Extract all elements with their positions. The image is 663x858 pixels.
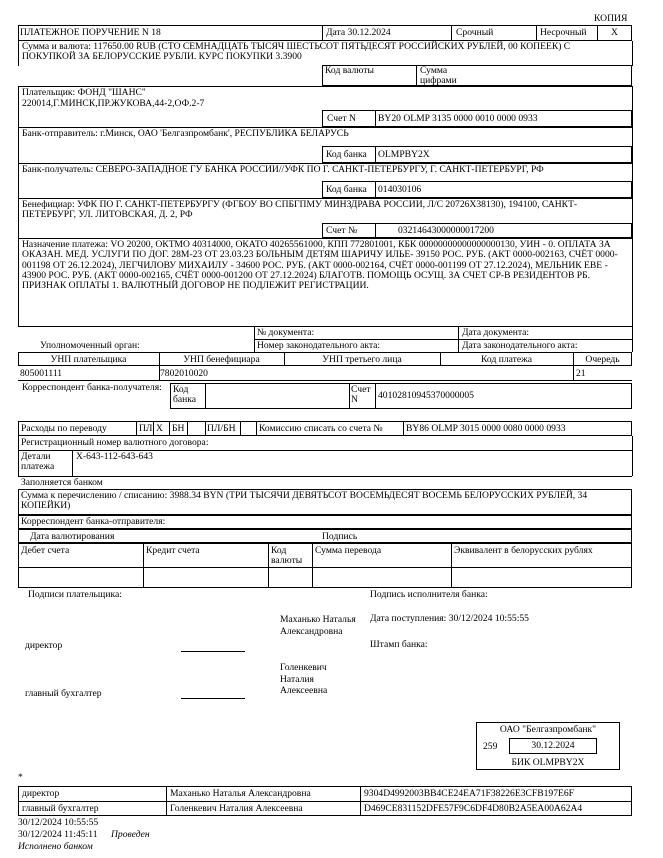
transfer-amount-header: Сумма перевода: [315, 545, 382, 556]
fees-label: Расходы по переводу: [21, 423, 107, 434]
accountant-signature-line: [181, 698, 245, 699]
details-label: Детали платежа: [21, 451, 55, 473]
value-date-label: Дата валютирования: [30, 531, 115, 542]
receiver-bank: Банк-получатель: СЕВЕРО-ЗАПАДНОЕ ГУ БАНКА РОССИИ//УФК ПО Г. САНКТ-ПЕТЕРБУРГУ, Г. САНКТ-ПЕТЕРБУРГ, РФ: [22, 164, 544, 175]
footer-time-1: 30/12/2024 10:55:55: [18, 817, 99, 828]
copy-label: КОПИЯ: [594, 13, 628, 24]
asterisk: *: [18, 772, 23, 783]
fees-pl: ПЛ: [139, 423, 153, 434]
legal-act-date-label: Дата законодательного акта:: [462, 340, 578, 351]
ecp-name-1: Маханько Наталья Александровна: [170, 788, 311, 799]
signature-label: Подпись: [322, 531, 358, 542]
currency-code-label: Код валюты: [325, 65, 374, 76]
accountant-role: главный бухгалтер: [25, 688, 102, 699]
beneficiary-account: 03214643000000017200: [398, 225, 494, 236]
stamp-date: 30.12.2024: [531, 740, 575, 751]
sender-bank-code-label: Код банка: [326, 149, 367, 160]
non-urgent-label: Несрочный: [540, 27, 587, 38]
unp-header-third-party: УНП третьего лица: [322, 354, 402, 365]
unp-payer: 805001111: [20, 368, 63, 379]
received-date: Дата поступления: 30/12/2024 10:55:55: [370, 613, 529, 624]
fees-bn: БН: [172, 423, 185, 434]
ecp-role-1: директор: [22, 788, 60, 799]
reg-contract-label: Регистрационный номер валютного договора:: [21, 437, 209, 448]
beneficiary-text: Бенефициар: УФК ПО Г. САНКТ-ПЕТЕРБУРГУ (ФГБОУ ВО СПБГПМУ МИНЗДРАВА РОССИИ, Л/С 20726X38130), 194100, САНКТ-ПЕТЕРБУРГ, УЛ. ЛИТОВСКАЯ, Д. 2, РФ: [22, 199, 578, 221]
debit-amount: Сумма к перечислению / списанию: 3988.34 BYN (ТРИ ТЫСЯЧИ ДЕВЯТЬСОТ ВОСЕМЬДЕСЯТ ВОСЕМЬ БЕЛОРУССКИХ РУБЛЕЙ, 34 КОПЕЙКИ): [21, 490, 588, 512]
amount-text: Сумма и валюта: 117650.00 RUB (СТО СЕМНАДЦАТЬ ТЫСЯЧ ШЕСТЬСОТ ПЯТЬДЕСЯТ РОССИЙСКИХ РУБЛЕЙ, 00 КОПЕЕК) С ПОКУПКОЙ ЗА БЕЛОРУССКИЕ РУБЛИ. КУРС ПОКУПКИ 3.3900: [22, 41, 571, 63]
ecp-role-2: главный бухгалтер: [22, 803, 99, 814]
byn-equivalent-header: Эквивалент в белорусских рублях: [454, 545, 593, 556]
unp-header-payer: УНП плательщика: [50, 354, 127, 365]
payer-name: Плательщик: ФОНД "ШАНС": [22, 87, 146, 98]
doc-date-label: Дата документа:: [462, 327, 530, 338]
commission-account: BY86 OLMP 3015 0000 0080 0000 0933: [406, 423, 566, 434]
bank-signature-label: Подпись исполнителя банка:: [370, 589, 488, 600]
credit-account-header: Кредит счета: [146, 545, 200, 556]
filled-by-bank: Заполняется банком: [21, 477, 103, 488]
unp-header-payment-code: Код платежа: [481, 354, 532, 365]
document-date: Дата 30.12.2024: [326, 27, 391, 38]
ecp-hash-2: D469CE831152DFE57F9C6DF4D80B2A5EA00A62A4: [364, 803, 583, 814]
stamp-label: Штамп банка:: [370, 639, 428, 650]
stamp-code: 259: [483, 741, 498, 752]
correspondent-code-label: Код банка: [173, 384, 197, 406]
payer-account-label: Счет N: [327, 113, 356, 124]
urgent-label: Срочный: [456, 27, 494, 38]
payer-account: BY20 OLMP 3135 0000 0010 0000 0933: [378, 113, 538, 124]
unp-header-beneficiary: УНП бенефициара: [183, 354, 260, 365]
receiver-bank-code-label: Код банка: [326, 184, 367, 195]
receiver-bank-code: 014030106: [378, 184, 422, 195]
ecp-hash-1: 9304D4992003BB4CE24EA71F38226E3CFB197E6F: [364, 788, 575, 799]
legal-act-number-label: Номер законодательного акта:: [257, 340, 381, 351]
beneficiary-account-label: Счет №: [326, 225, 358, 236]
accountant-name: Голенкевич Наталия Алексеевна: [280, 662, 328, 696]
details-value: X-643-112-643-643: [76, 451, 153, 462]
sum-digits-label: Сумма цифрами: [420, 65, 457, 87]
unp-header-queue: Очередь: [585, 354, 620, 365]
payer-address: 220014,Г.МИНСК,ПР.ЖУКОВА,44-2,ОФ.2-7: [22, 98, 205, 109]
correspondent-account-label: Счет N: [351, 384, 371, 406]
queue-value: 21: [576, 368, 586, 379]
ecp-name-2: Голенкевич Наталия Алексеевна: [170, 803, 303, 814]
payer-signatures-label: Подписи плательщика:: [28, 589, 122, 600]
director-signature-line: [181, 651, 245, 652]
doc-number-label: № документа:: [257, 327, 315, 338]
authority-label: Уполномоченный орган:: [40, 340, 140, 351]
unp-beneficiary: 7802010020: [160, 368, 208, 379]
executed-status: Исполнено банком: [18, 841, 93, 852]
director-role: директор: [25, 640, 63, 651]
commission-label: Комиссию списать со счета №: [259, 423, 383, 434]
debit-account-header: Дебет счета: [21, 545, 70, 556]
sender-correspondent-label: Корреспондент банка-отправителя:: [21, 516, 166, 527]
stamp-bik: БИК OLMPBY2X: [511, 757, 585, 768]
document-title: ПЛАТЕЖНОЕ ПОРУЧЕНИЕ N 18: [20, 27, 161, 38]
director-name: Маханько Наталья Александровна: [280, 614, 356, 637]
correspondent-label: Корреспондент банка-получателя:: [22, 382, 162, 393]
currency-code-header: Код валюты: [271, 545, 303, 567]
sender-bank: Банк-отправитель: г.Минск, ОАО 'Белгазпромбанк', РЕСПУБЛИКА БЕЛАРУСЬ: [22, 128, 349, 139]
payment-purpose: Назначение платежа: VO 20200, ОКТМО 40314000, ОКАТО 40265561000, КПП 772801001, КБК 00000000000000000130, УИН - 0. ОПЛАТА ЗА ОКАЗАН. МЕД. УСЛУГИ ПО ДОГ. 28М-23 ОТ 23.03.23 БОЛЬНЫМ ДЕТЯМ ШАРИЧУ ИЛЬЕ- 39150 РОС. РУБ. (АКТ 0000-002163, СЧЁТ 0000-001198 ОТ 26.12.2024), ЛЕГЧИЛОВУ МИХАИЛУ - 34600 РОС. РУБ. (АКТ 0000-002164, СЧЁТ 0000-001199 ОТ 27.12.2024), МЕЛЬНИК ЕВЕ - 43900 РОС. РУБ. (АКТ 0000-002165, СЧЁТ 0000-001200 ОТ 27.12.2024) БЛАГОТВ. ПОМОЩЬ ОСУЩ. ЗА СЧЕТ СР-В РЕЗИДЕНТОВ РБ. ПРИЗНАК ОПЛАТЫ 1. ВАЛЮТНЫЙ ДОГОВОР НЕ ПОДЛЕЖИТ РЕГИСТРАЦИИ.: [22, 239, 618, 292]
conducted-status: Проведен: [111, 829, 150, 840]
correspondent-account: 40102810945370000005: [378, 390, 474, 401]
fees-plbn: ПЛ/БН: [207, 423, 236, 434]
non-urgent-mark: X: [611, 27, 618, 38]
footer-time-2: 30/12/2024 11:45:11: [18, 829, 98, 840]
sender-bank-code: OLMPBY2X: [378, 149, 430, 160]
fees-x: X: [156, 423, 163, 434]
stamp-bank-name: ОАО "Белгазпромбанк": [499, 724, 597, 735]
